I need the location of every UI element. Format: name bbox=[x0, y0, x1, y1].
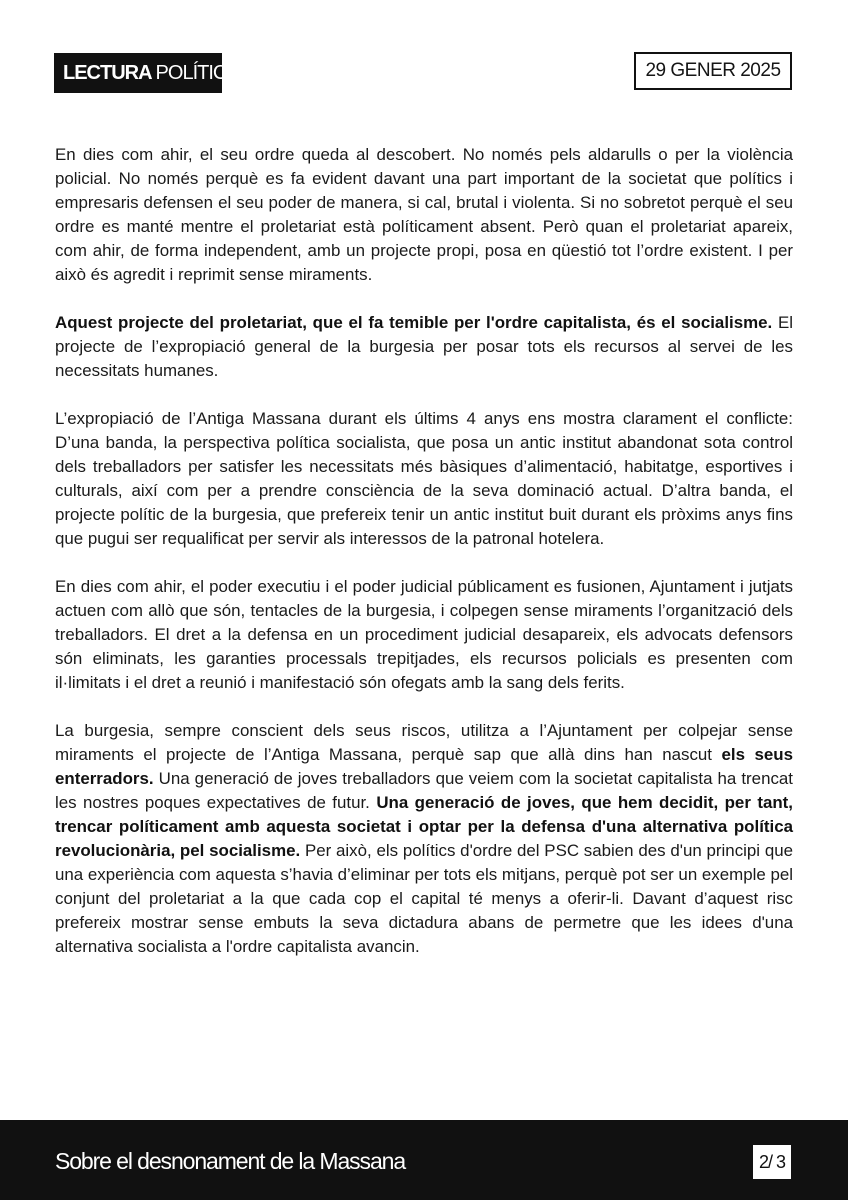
date-badge: 29 GENER 2025 bbox=[634, 52, 792, 90]
footer-title: Sobre el desnonament de la Massana bbox=[55, 1148, 406, 1174]
paragraph-4: En dies com ahir, el poder executiu i el poder judicial públicament es fusionen, Ajuntament i jutjats actuen com allò que són, tentacles de la burgesia, i colpegen sense miraments l’organització dels treballadors. El dret a la defensa en un procediment judicial desapareix, els advocats defensors són eliminats, les garanties processals trepitjades, els recursos policials es presenten com il·limitats i el dret a reunió i manifestació són ofegats amb la sang dels ferits. bbox=[55, 577, 793, 692]
paragraph-1: En dies com ahir, el seu ordre queda al descobert. No només pels aldarulls o per la violència policial. No només perquè es fa evident davant una part important de la societat que polítics i empresaris defensen el seu poder de manera, si cal, brutal i violenta. Si no sobretot perquè el seu ordre es manté mentre el proletariat està políticament absent. Però quan el proletariat apareix, com ahir, de forma independent, amb un projecte propi, posa en qüestió tot l’ordre existent. I per això és agredit i reprimit sense miraments. bbox=[55, 145, 793, 284]
section-label-light: POLÍTICA bbox=[155, 62, 239, 84]
paragraph-3: L’expropiació de l’Antiga Massana durant els últims 4 anys ens mostra clarament el conflicte: D’una banda, la perspectiva política socialista, que posa un antic institut abandonat sota control dels treballadors per satisfer les necessitats més bàsiques d’alimentació, habitatge, esportives i culturals, així com per a prendre consciència de la seva dominació actual. D’altra banda, el projecte polític de la burgesia, que prefereix tenir un antic institut buit durant els pròxims anys fins que pugui ser requalificat per servir als interessos de la patronal hotelera. bbox=[55, 409, 793, 548]
section-label-strong: LECTURA bbox=[63, 62, 152, 84]
paragraph-5-text-a: La burgesia, sempre conscient dels seus riscos, utilitza a l’Ajuntament per colpejar sense miraments el projecte de l’Antiga Massana, perquè sap que allà dins han nascut bbox=[55, 721, 793, 764]
paragraph-2-emphasis: Aquest projecte del proletariat, que el fa temible per l'ordre capitalista, és el socialisme. bbox=[55, 313, 773, 332]
footer-bar bbox=[0, 1120, 848, 1200]
paragraph-2 bbox=[55, 311, 793, 383]
paragraph-5-text-c: Per això, els polítics d'ordre del PSC sabien des d'un principi que una experiència com aquesta s’havia d’eliminar per tots els mitjans, perquè pot ser un exemple pel conjunt del proletariat a la que cada cop el capital té menys a oferir-li. Davant d’aquest risc prefereix mostrar sense embuts la seva dictadura abans de permetre que les idees d'una alternativa socialista a l'ordre capitalista avancin. bbox=[55, 841, 793, 956]
article-body bbox=[55, 143, 793, 983]
paragraph-5 bbox=[55, 719, 793, 959]
section-label bbox=[54, 53, 239, 93]
paragraph-5-text-b: Una generació de joves treballadors que veiem com la societat capitalista ha trencat les nostres poques expectatives de futur. bbox=[55, 769, 793, 812]
paragraph-5-emphasis-b: Una generació de joves, que hem decidit, per tant, trencar políticament amb aquesta societat i optar per la defensa d'una alternativa política revolucionària, pel socialisme. bbox=[55, 793, 793, 860]
paragraph-5-emphasis-a: els seus enterradors. bbox=[55, 745, 793, 788]
paragraph-2-text: El projecte de l’expropiació general de la burgesia per posar tots els recursos al servei de les necessitats humanes. bbox=[55, 313, 793, 380]
page-number: 2/ 3 bbox=[753, 1145, 791, 1179]
